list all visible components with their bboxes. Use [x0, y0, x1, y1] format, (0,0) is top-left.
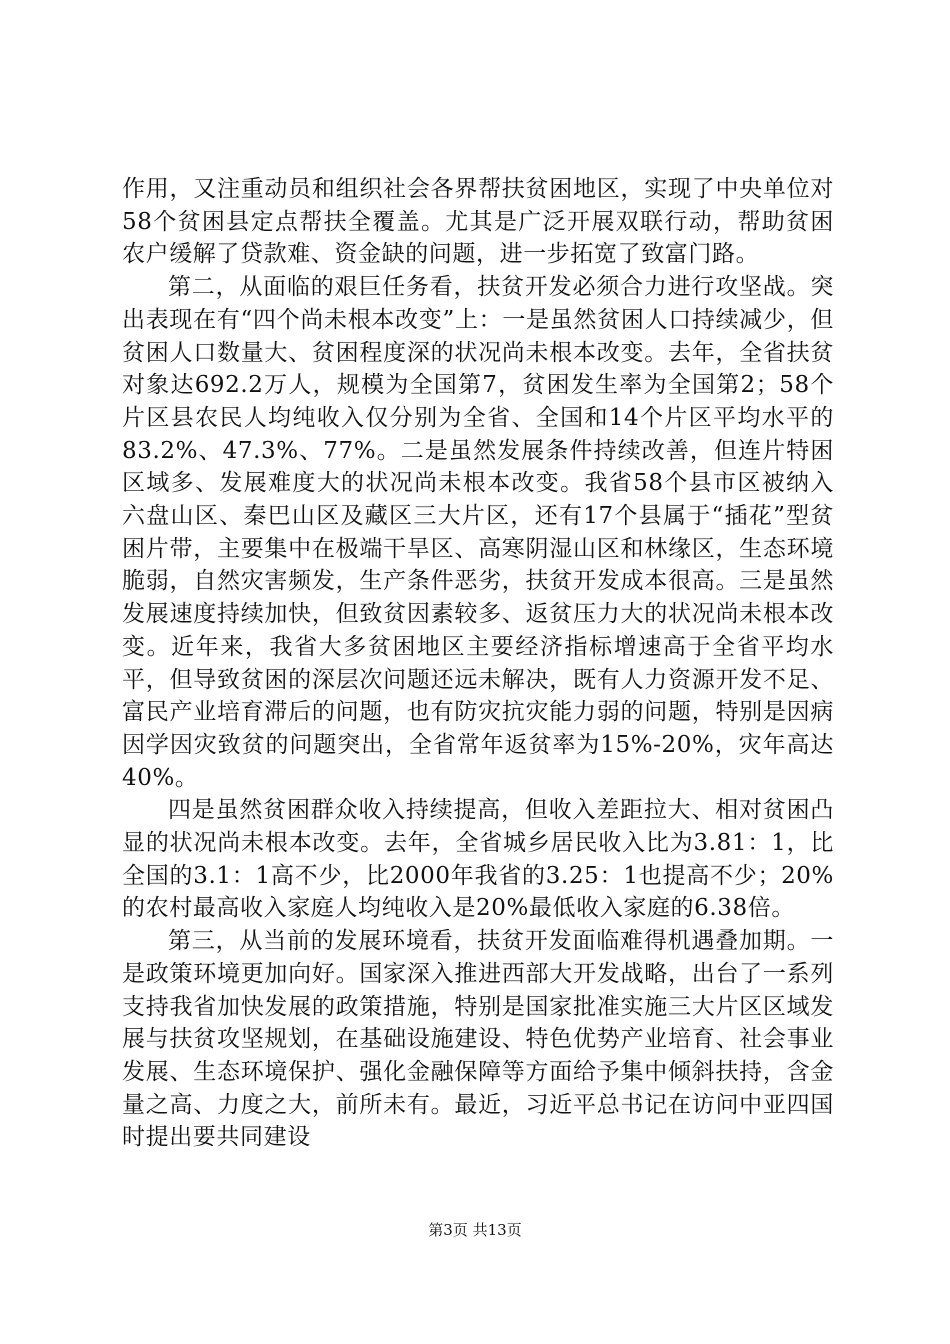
- document-body: [122, 173, 834, 1154]
- paragraph-4: 第三，从当前的发展环境看，扶贫开发面临难得机遇叠加期。一是政策环境更加向好。国家深入推进西部大开发战略，出台了一系列支持我省加快发展的政策措施，特别是国家批准实施三大片区区域发展与扶贫攻坚规划，在基础设施建设、特色优势产业培育、社会事业发展、生态环境保护、强化金融保障等方面给予集中倾斜扶持，含金量之高、力度之大，前所未有。最近，习近平总书记在访问中亚四国时提出要共同建设: [122, 928, 834, 1151]
- paragraph-2: 第二，从面临的艰巨任务看，扶贫开发必须合力进行攻坚战。突出表现在有“四个尚未根本改变”上：一是虽然贫困人口持续减少，但贫困人口数量大、贫困程度深的状况尚未根本改变。去年，全省扶贫对象达692.2万人，规模为全国第7，贫困发生率为全国第2；58个片区县农民人均纯收入仅分别为全省、全国和14个片区平均水平的83.2%、47.3%、77%。二是虽然发展条件持续改善，但连片特困区域多、发展难度大的状况尚未根本改变。我省58个县市区被纳入六盘山区、秦巴山区及藏区三大片区，还有17个县属于“插花”型贫困片带，主要集中在极端干旱区、高寒阴湿山区和林缘区，生态环境脆弱，自然灾害频发，生产条件恶劣，扶贫开发成本很高。三是虽然发展速度持续加快，但致贫因素较多、返贫压力大的状况尚未根本改变。近年来，我省大多贫困地区主要经济指标增速高于全省平均水平，但导致贫困的深层次问题还远未解决，既有人力资源开发不足、富民产业培育滞后的问题，也有防灾抗灾能力弱的问题，特别是因病因学因灾致贫的问题突出，全省常年返贫率为15%-20%，灾年高达40%。: [122, 274, 834, 791]
- page-footer: 第3页 共13页: [428, 1221, 522, 1239]
- paragraph-3: 四是虽然贫困群众收入持续提高，但收入差距拉大、相对贫困凸显的状况尚未根本改变。去年，全省城乡居民收入比为3.81：1，比全国的3.1：1高不少，比2000年我省的3.25：1也提高不少；20%的农村最高收入家庭人均纯收入是20%最低收入家庭的6.38倍。: [122, 797, 834, 922]
- paragraph-1: 作用，又注重动员和组织社会各界帮扶贫困地区，实现了中央单位对58个贫困县定点帮扶全覆盖。尤其是广泛开展双联行动，帮助贫困农户缓解了贷款难、资金缺的问题，进一步拓宽了致富门路。: [122, 176, 834, 268]
